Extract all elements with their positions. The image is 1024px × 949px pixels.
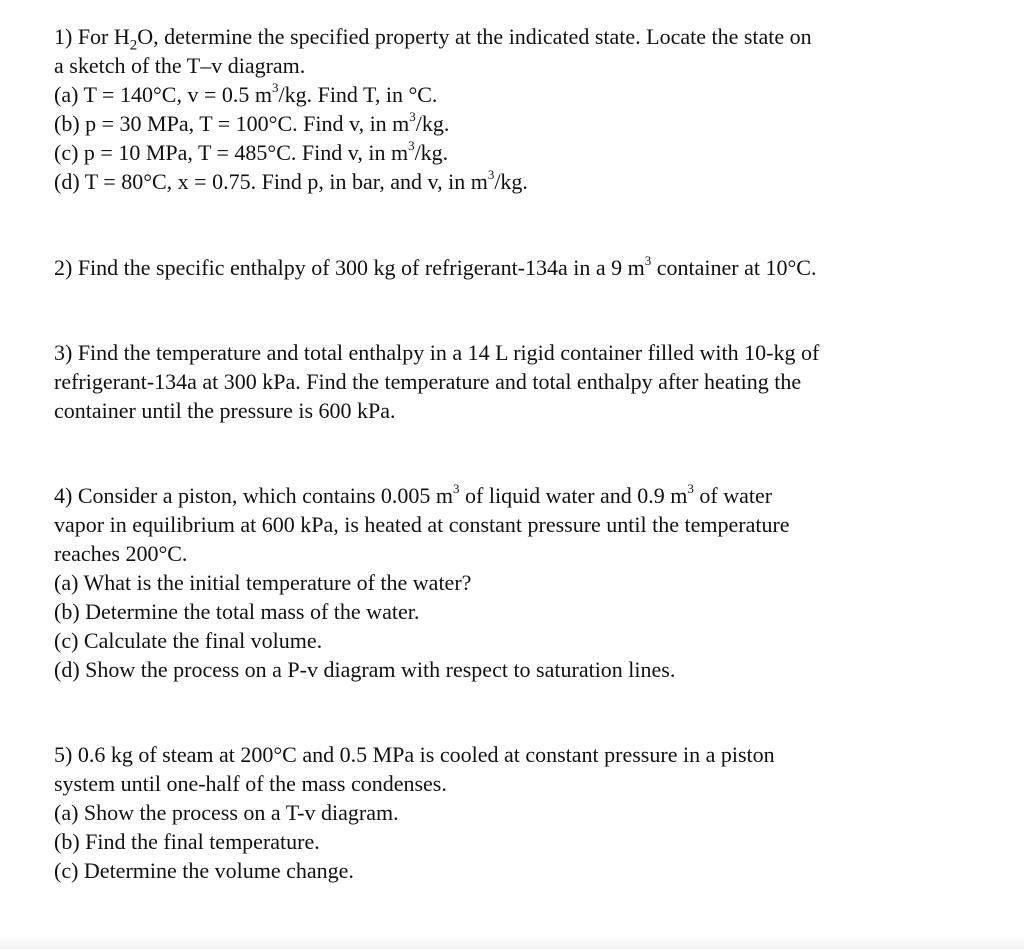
problem-5-part-b: (b) Find the final temperature. — [54, 829, 320, 854]
problem-4-part-b: (b) Determine the total mass of the water. — [54, 599, 420, 624]
text-segment: (d) T = 80°C, x = 0.75. Find p, in bar, and v, in m — [54, 169, 488, 194]
text-segment: (a) T = 140°C, v = 0.5 m — [54, 82, 272, 107]
text-segment: of water — [693, 483, 773, 508]
problem-1-part-d — [54, 167, 954, 196]
problem-1-part-c — [54, 138, 954, 167]
text-segment: /kg. — [494, 169, 528, 194]
problem-1 — [54, 22, 954, 196]
text-segment: container at 10°C. — [651, 255, 817, 280]
superscript: 3 — [644, 252, 652, 268]
problem-4-part-d: (d) Show the process on a P-v diagram with respect to saturation lines. — [54, 657, 676, 682]
problem-5-line-2: system until one-half of the mass condenses. — [54, 771, 447, 796]
problem-4-part-c: (c) Calculate the final volume. — [54, 628, 323, 653]
problem-4-line-2: vapor in equilibrium at 600 kPa, is heated at constant pressure until the temperature — [54, 512, 790, 537]
problem-4 — [54, 481, 954, 684]
problem-5-line-1: 5) 0.6 kg of steam at 200°C and 0.5 MPa is cooled at constant pressure in a piston — [54, 742, 775, 767]
superscript: 3 — [408, 137, 415, 153]
problem-5-part-a: (a) Show the process on a T-v diagram. — [54, 800, 399, 825]
superscript: 3 — [453, 480, 460, 496]
superscript: 3 — [409, 108, 416, 124]
problem-4-part-a: (a) What is the initial temperature of the water? — [54, 570, 472, 595]
text-segment: O, determine the specified property at the indicated state. Locate the state on — [137, 24, 812, 49]
problem-sheet — [54, 22, 954, 885]
problem-3-line-3: container until the pressure is 600 kPa. — [54, 398, 396, 423]
problem-5-part-c: (c) Determine the volume change. — [54, 858, 354, 883]
superscript: 3 — [271, 79, 279, 95]
problem-5 — [54, 740, 954, 885]
subscript: 2 — [129, 37, 138, 54]
problem-1-line-2: a sketch of the T–v diagram. — [54, 53, 306, 78]
problem-2-line-1 — [54, 253, 954, 282]
text-segment: 4) Consider a piston, which contains 0.005 m — [54, 483, 454, 508]
text-segment: /kg. — [414, 140, 449, 165]
problem-3-line-1: 3) Find the temperature and total enthalpy in a 14 L rigid container filled with 10-kg of — [54, 340, 820, 365]
superscript: 3 — [487, 166, 495, 182]
page-bottom-edge — [0, 935, 1024, 949]
problem-1-part-a — [54, 80, 954, 109]
text-segment: 2) Find the specific enthalpy of 300 kg of refrigerant-134a in a 9 m — [54, 255, 645, 280]
text-segment: /kg. — [415, 111, 450, 136]
problem-3 — [54, 338, 954, 425]
text-segment: /kg. Find T, in °C. — [278, 82, 438, 107]
superscript: 3 — [687, 480, 694, 496]
text-segment: 1) For H — [54, 24, 130, 49]
problem-3-line-2: refrigerant-134a at 300 kPa. Find the temperature and total enthalpy after heating the — [54, 369, 802, 394]
problem-4-line-1 — [54, 481, 954, 510]
text-segment: (b) p = 30 MPa, T = 100°C. Find v, in m — [54, 111, 410, 136]
text-segment: (c) p = 10 MPa, T = 485°C. Find v, in m — [54, 140, 409, 165]
problem-1-line-1 — [54, 22, 954, 54]
problem-1-part-b — [54, 109, 954, 138]
problem-4-line-3: reaches 200°C. — [54, 541, 188, 566]
text-segment: of liquid water and 0.9 m — [459, 483, 688, 508]
problem-2 — [54, 253, 954, 282]
